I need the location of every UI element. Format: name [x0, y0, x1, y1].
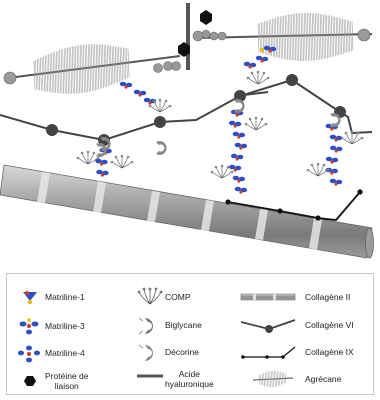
collagene-ix-icon	[239, 341, 299, 363]
legend-item-collagene-ii	[239, 286, 350, 308]
legend-item-link-protein	[15, 370, 88, 392]
legend-item-matriline-1	[15, 286, 85, 308]
legend-label-link-protein-line1: Protéine de	[45, 371, 89, 381]
legend-label-hyaluronan-line2: hyaluronique	[165, 379, 214, 389]
legend-item-matriline-3	[15, 315, 85, 337]
legend-item-matriline-4	[15, 342, 85, 364]
legend-label-collagene-ix: Collagène IX	[305, 347, 354, 357]
legend-label-link-protein	[45, 371, 88, 391]
legend-label-hyaluronan-line1: Acide	[178, 369, 200, 379]
legend-panel	[6, 273, 374, 395]
legend-label-matriline-1: Matriline-1	[45, 292, 85, 302]
legend-item-collagene-vi	[239, 314, 354, 336]
legend-label-collagene-ii: Collagène II	[305, 292, 351, 302]
matriline-3-icon	[15, 315, 45, 337]
hyaluronan-icon	[135, 368, 165, 390]
legend-label-comp: COMP	[165, 292, 191, 302]
legend-item-agrecane	[239, 368, 341, 390]
legend-item-decorine	[135, 341, 199, 363]
collagene-ii-icon	[239, 286, 299, 308]
legend-label-hyaluronan	[165, 369, 214, 389]
legend-label-agrecane: Agrécane	[305, 374, 342, 384]
legend-label-biglycane: Biglycane	[165, 320, 202, 330]
decorine-icon	[135, 341, 165, 363]
legend-item-comp	[135, 286, 191, 308]
matriline-1-icon	[15, 286, 45, 308]
collagene-vi-icon	[239, 314, 299, 336]
biglycane-icon	[135, 314, 165, 336]
matriline-4-icon	[15, 342, 45, 364]
legend-item-collagene-ix	[239, 341, 354, 363]
legend-label-link-protein-line2: liaison	[54, 381, 79, 391]
comp-icon	[135, 286, 165, 308]
link-protein-icon	[15, 370, 45, 392]
agrecane-icon	[239, 368, 299, 390]
legend-label-decorine: Décorine	[165, 347, 200, 357]
legend-item-hyaluronan	[135, 368, 214, 390]
legend-label-matriline-4: Matriline-4	[45, 348, 85, 358]
legend-item-biglycane	[135, 314, 202, 336]
legend-label-collagene-vi: Collagène VI	[305, 320, 354, 330]
legend-label-matriline-3: Matriline-3	[45, 321, 85, 331]
